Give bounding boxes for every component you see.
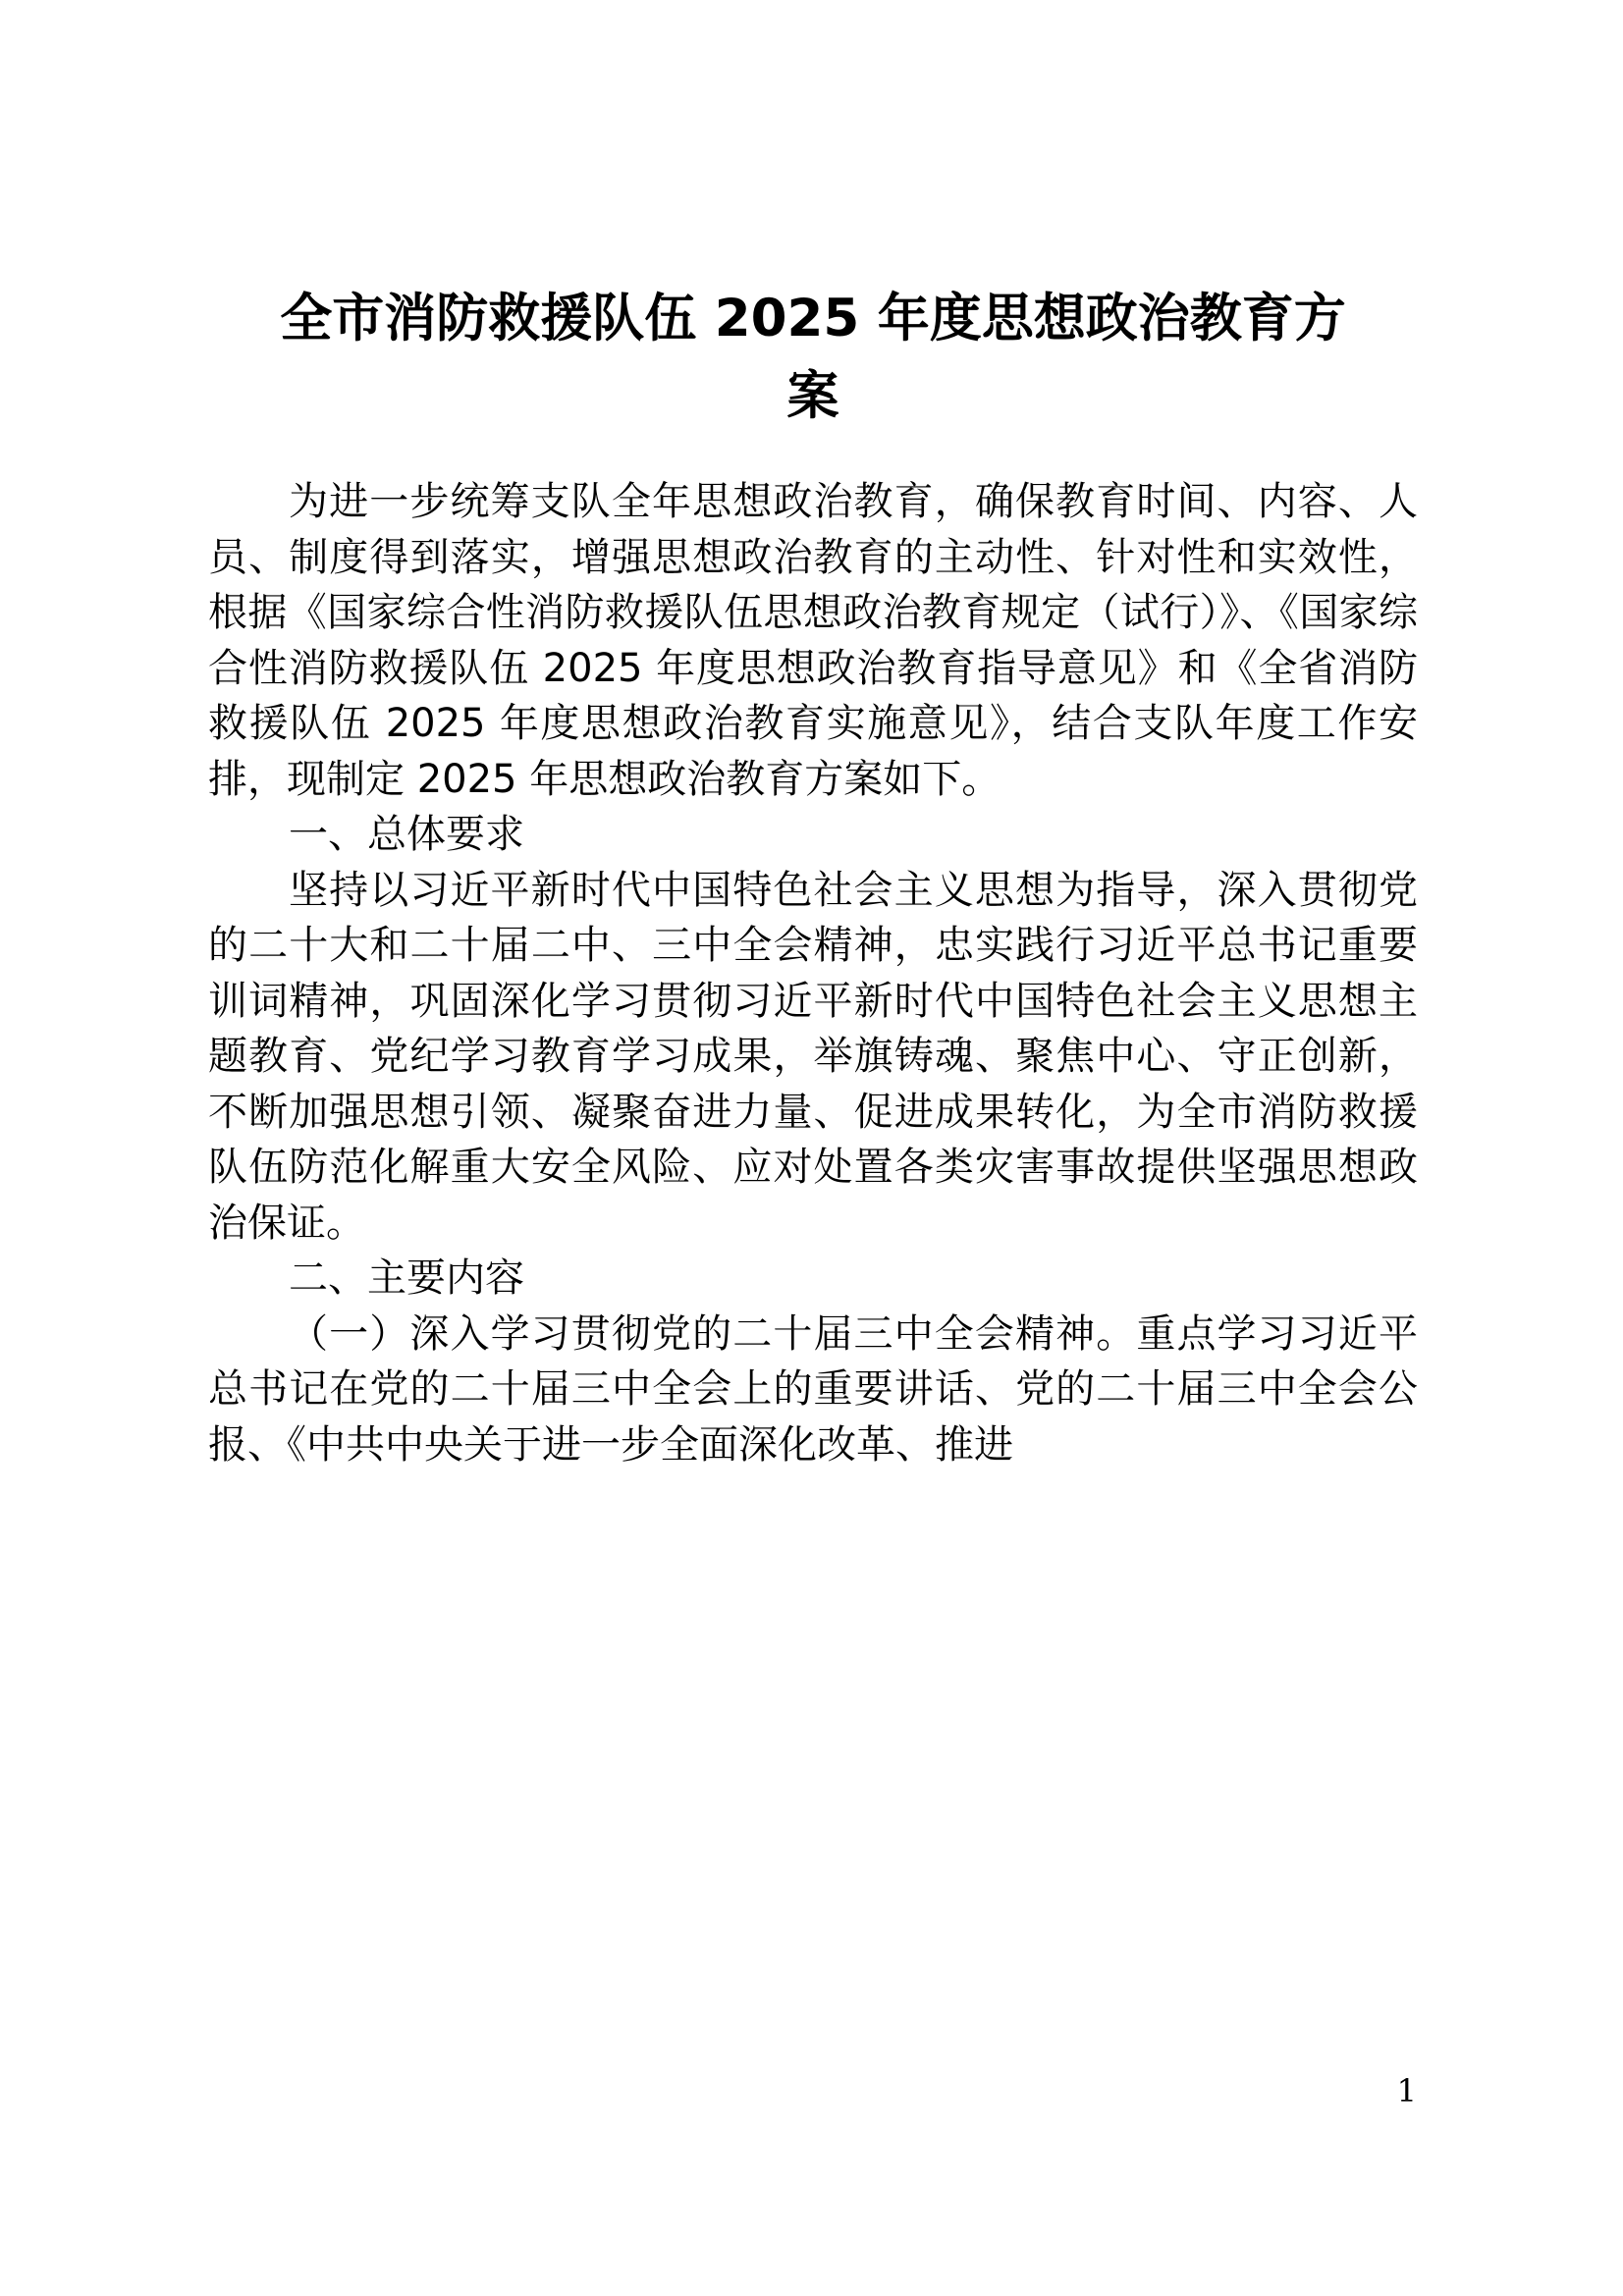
document-title-line-2: 案: [786, 366, 839, 426]
page-number: 1: [1396, 2072, 1417, 2109]
document-title: [208, 0, 1418, 435]
paragraph-overall-requirements: 坚持以习近平新时代中国特色社会主义思想为指导，深入贯彻党的二十大和二十届二中、三中全会精神，忠实践行习近平总书记重要训词精神，巩固深化学习贯彻习近平新时代中国特色社会主义思想主题教育、党纪学习教育学习成果，举旗铸魂、聚焦中心、守正创新，不断加强思想引领、凝聚奋进力量、促进成果转化，为全市消防救援队伍防范化解重大安全风险、应对处置各类灾害事故提供坚强思想政治保证。: [208, 867, 1418, 1246]
section-heading-1: 一、总体要求: [289, 812, 524, 857]
document-title-line-1: 全市消防救援队伍 2025 年度思想政治教育方: [280, 289, 1346, 348]
paragraph-intro: 为进一步统筹支队全年思想政治教育，确保教育时间、内容、人员、制度得到落实，增强思想政治教育的主动性、针对性和实效性，根据《国家综合性消防救援队伍思想政治教育规定（试行）》、《国家综合性消防救援队伍 2025 年度思想政治教育指导意见》和《全省消防救援队伍 2025 年度思想政治教育实施意见》，结合支队年度工作安排，现制定 2025 年思想政治教育方案如下。: [208, 479, 1418, 802]
document-content: [208, 0, 1418, 1472]
section-heading-2: 二、主要内容: [289, 1255, 524, 1301]
paragraph-main-content-1: （一）深入学习贯彻党的二十届三中全会精神。重点学习习近平总书记在党的二十届三中全会上的重要讲话、党的二十届三中全会公报、《中共中央关于进一步全面深化改革、推进: [208, 1310, 1418, 1468]
